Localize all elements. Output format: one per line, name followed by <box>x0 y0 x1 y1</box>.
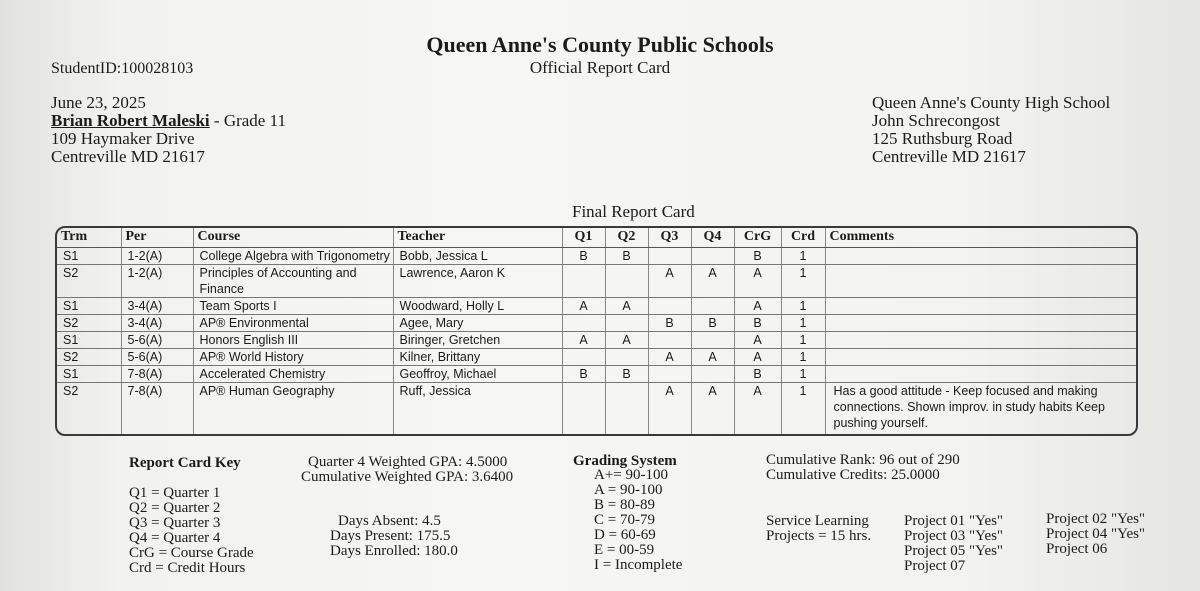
cell-teacher: Kilner, Brittany <box>393 348 562 365</box>
cell-q1 <box>562 382 605 434</box>
table-row <box>57 314 1138 331</box>
grading-system-title: Grading System <box>573 453 677 469</box>
col-header-crg: CrG <box>734 228 781 247</box>
cell-course-grade: B <box>734 247 781 264</box>
cell-period: 1-2(A) <box>121 247 193 264</box>
cell-credit-hours: 1 <box>781 314 825 331</box>
cell-period: 7-8(A) <box>121 382 193 434</box>
table-row <box>57 247 1138 264</box>
cell-q4 <box>691 331 734 348</box>
col-header-trm: Trm <box>57 228 121 247</box>
cell-period: 1-2(A) <box>121 264 193 297</box>
cell-term: S2 <box>57 264 121 297</box>
cell-q2: A <box>605 297 648 314</box>
cell-term: S2 <box>57 382 121 434</box>
report-date: June 23, 2025 <box>51 93 146 112</box>
cell-period: 7-8(A) <box>121 365 193 382</box>
document-title: Official Report Card <box>529 58 671 77</box>
cell-q2 <box>605 348 648 365</box>
key-crg: CrG = Course Grade <box>129 545 254 561</box>
key-crd: Crd = Credit Hours <box>129 560 246 576</box>
col-header-q4: Q4 <box>691 228 734 247</box>
table-row <box>57 264 1138 297</box>
high-school-name: Queen Anne's County High School <box>872 93 1111 112</box>
student-street: 109 Haymaker Drive <box>51 129 195 148</box>
key-q4: Q4 = Quarter 4 <box>129 530 221 546</box>
cell-credit-hours: 1 <box>781 365 825 382</box>
project-02: Project 02 "Yes" <box>1046 511 1146 527</box>
grades-table <box>55 226 1138 436</box>
cell-course: College Algebra with Trigonometry <box>193 247 393 264</box>
cell-q4: A <box>691 348 734 365</box>
cell-term: S1 <box>57 365 121 382</box>
key-q3: Q3 = Quarter 3 <box>129 515 221 531</box>
col-header-teacher: Teacher <box>393 228 562 247</box>
cell-teacher: Woodward, Holly L <box>393 297 562 314</box>
cell-term: S2 <box>57 348 121 365</box>
grading-scale-item: I = Incomplete <box>594 557 683 573</box>
table-row <box>57 331 1138 348</box>
cell-teacher: Geoffroy, Michael <box>393 365 562 382</box>
table-row <box>57 365 1138 382</box>
cell-course-grade: A <box>734 331 781 348</box>
cell-course: AP® Environmental <box>193 314 393 331</box>
project-03: Project 03 "Yes" <box>904 528 1004 544</box>
cell-q1: A <box>562 297 605 314</box>
grading-scale-item: B = 80-89 <box>594 497 655 513</box>
cell-q1 <box>562 348 605 365</box>
cell-teacher: Lawrence, Aaron K <box>393 264 562 297</box>
days-enrolled: Days Enrolled: 180.0 <box>330 543 458 559</box>
cell-comments <box>825 348 1138 365</box>
cell-teacher: Agee, Mary <box>393 314 562 331</box>
cell-course-grade: A <box>734 382 781 434</box>
cell-q3: A <box>648 382 691 434</box>
cell-credit-hours: 1 <box>781 382 825 434</box>
col-header-q3: Q3 <box>648 228 691 247</box>
project-05: Project 05 "Yes" <box>904 543 1004 559</box>
student-city: Centreville MD 21617 <box>51 147 205 166</box>
cell-q2: B <box>605 247 648 264</box>
student-id: StudentID:100028103 <box>51 60 194 77</box>
cell-course: AP® World History <box>193 348 393 365</box>
school-street: 125 Ruthsburg Road <box>872 129 1013 148</box>
principal-name: John Schrecongost <box>872 111 1000 130</box>
cell-teacher: Biringer, Gretchen <box>393 331 562 348</box>
cell-q2 <box>605 382 648 434</box>
cell-course-grade: A <box>734 297 781 314</box>
cell-comments <box>825 331 1138 348</box>
school-system-title: Queen Anne's County Public Schools <box>426 32 774 57</box>
cell-term: S1 <box>57 331 121 348</box>
project-07: Project 07 <box>904 558 966 574</box>
cell-q1 <box>562 264 605 297</box>
quarter4-gpa: Quarter 4 Weighted GPA: 4.5000 <box>308 454 508 470</box>
student-name: Brian Robert Maleski <box>51 111 210 130</box>
cell-q4: A <box>691 382 734 434</box>
cell-q3: B <box>648 314 691 331</box>
cell-q2 <box>605 264 648 297</box>
grading-scale-item: A = 90-100 <box>594 482 663 498</box>
cell-q4: B <box>691 314 734 331</box>
cell-period: 5-6(A) <box>121 348 193 365</box>
cell-teacher: Ruff, Jessica <box>393 382 562 434</box>
key-q2: Q2 = Quarter 2 <box>129 500 221 516</box>
cell-course: AP® Human Geography <box>193 382 393 434</box>
table-row <box>57 297 1138 314</box>
cumulative-credits: Cumulative Credits: 25.0000 <box>766 467 940 483</box>
cell-course-grade: A <box>734 348 781 365</box>
cell-credit-hours: 1 <box>781 348 825 365</box>
cell-q3: A <box>648 264 691 297</box>
project-04: Project 04 "Yes" <box>1046 526 1146 542</box>
cell-course: Accelerated Chemistry <box>193 365 393 382</box>
table-row <box>57 382 1138 434</box>
cell-credit-hours: 1 <box>781 264 825 297</box>
table-row <box>57 348 1138 365</box>
service-learning-hours: Projects = 15 hrs. <box>766 528 872 544</box>
cell-comments <box>825 365 1138 382</box>
report-card-key-title: Report Card Key <box>129 455 241 471</box>
grading-scale-item: C = 70-79 <box>594 512 655 528</box>
col-header-comments: Comments <box>825 228 1138 247</box>
cell-q1 <box>562 314 605 331</box>
cell-q3 <box>648 331 691 348</box>
days-absent: Days Absent: 4.5 <box>338 513 441 529</box>
cell-q4 <box>691 365 734 382</box>
cell-term: S1 <box>57 297 121 314</box>
cell-course: Team Sports I <box>193 297 393 314</box>
cell-q2: B <box>605 365 648 382</box>
col-header-q1: Q1 <box>562 228 605 247</box>
project-06: Project 06 <box>1046 541 1108 557</box>
cell-q1: B <box>562 247 605 264</box>
cell-course: Honors English III <box>193 331 393 348</box>
col-header-course: Course <box>193 228 393 247</box>
cell-q3 <box>648 247 691 264</box>
cell-q2: A <box>605 331 648 348</box>
cell-q4 <box>691 247 734 264</box>
cell-comments <box>825 247 1138 264</box>
cumulative-rank: Cumulative Rank: 96 out of 290 <box>766 452 960 468</box>
grading-scale-item: E = 00-59 <box>594 542 655 558</box>
key-q1: Q1 = Quarter 1 <box>129 485 221 501</box>
cell-credit-hours: 1 <box>781 331 825 348</box>
cell-q1: A <box>562 331 605 348</box>
cell-teacher: Bobb, Jessica L <box>393 247 562 264</box>
grading-scale-item: D = 60-69 <box>594 527 656 543</box>
cell-credit-hours: 1 <box>781 247 825 264</box>
service-learning-label: Service Learning <box>766 513 869 529</box>
school-city: Centreville MD 21617 <box>872 147 1026 166</box>
cell-comments <box>825 264 1138 297</box>
cell-course-grade: A <box>734 264 781 297</box>
cell-comments <box>825 314 1138 331</box>
cell-q3: A <box>648 348 691 365</box>
cell-period: 3-4(A) <box>121 314 193 331</box>
cell-q2 <box>605 314 648 331</box>
cell-period: 3-4(A) <box>121 297 193 314</box>
cell-q4: A <box>691 264 734 297</box>
table-header-row <box>57 228 1138 247</box>
cumulative-gpa: Cumulative Weighted GPA: 3.6400 <box>301 469 514 485</box>
cell-term: S1 <box>57 247 121 264</box>
days-present: Days Present: 175.5 <box>330 528 451 544</box>
grading-scale-item: A+= 90-100 <box>594 467 668 483</box>
cell-q4 <box>691 297 734 314</box>
cell-comments: Has a good attitude - Keep focused and making connections. Shown improv. in study habits Keep pushing yourself. <box>833 383 1105 430</box>
cell-q3 <box>648 297 691 314</box>
cell-course-grade: B <box>734 365 781 382</box>
col-header-q2: Q2 <box>605 228 648 247</box>
col-header-per: Per <box>121 228 193 247</box>
student-grade: - Grade 11 <box>209 111 286 130</box>
cell-course: Principles of Accounting and Finance <box>193 264 393 297</box>
cell-comments <box>825 297 1138 314</box>
final-report-card-title: Final Report Card <box>572 202 695 221</box>
project-01: Project 01 "Yes" <box>904 513 1004 529</box>
cell-course-grade: B <box>734 314 781 331</box>
student-name-row <box>51 112 286 130</box>
cell-q1: B <box>562 365 605 382</box>
cell-credit-hours: 1 <box>781 297 825 314</box>
col-header-crd: Crd <box>781 228 825 247</box>
cell-q3 <box>648 365 691 382</box>
cell-term: S2 <box>57 314 121 331</box>
cell-period: 5-6(A) <box>121 331 193 348</box>
